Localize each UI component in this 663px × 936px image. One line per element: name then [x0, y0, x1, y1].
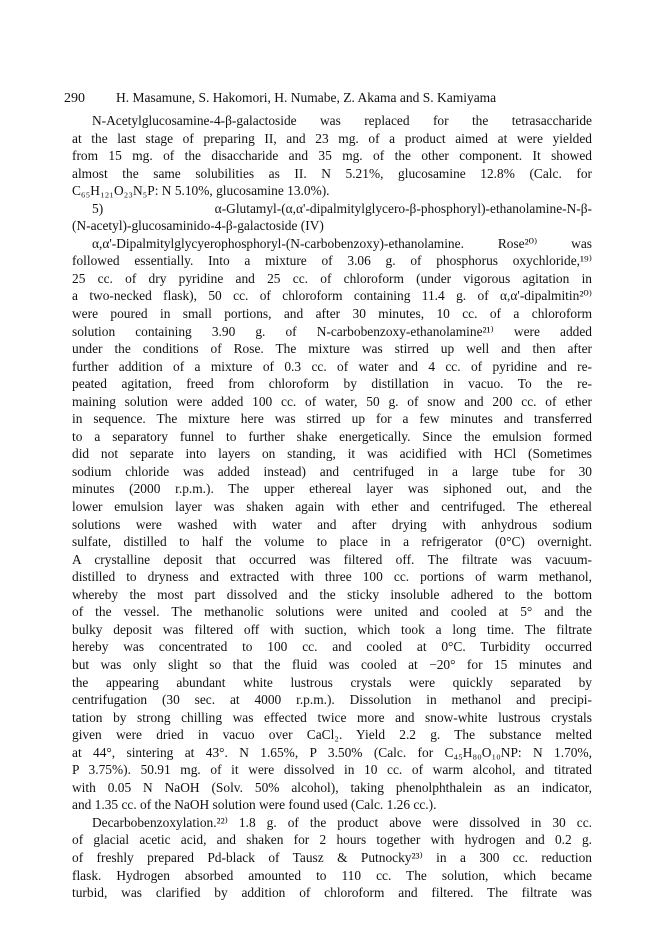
text-line: solution containing 3.90 g. of N-carbobenzoxy-ethanolamine²¹⁾ were added: [72, 323, 592, 339]
header-authors: H. Masamune, S. Hakomori, H. Numabe, Z. Akama and S. Kamiyama: [116, 90, 497, 105]
text-line: the appearing abundant white lustrous crystals were quickly separated by: [72, 674, 592, 690]
text-line: Decarbobenzoxylation.²²⁾ 1.8 g. of the product above were dissolved in 30 cc.: [92, 814, 592, 830]
text-line: solutions were washed with water and after drying with anhydrous sodium: [72, 516, 592, 532]
text-line: to a separatory funnel to further shake energetically. Since the emulsion formed: [72, 428, 592, 444]
text-line: distilled to dryness and extracted with three 100 cc. portions of warm methanol,: [72, 569, 592, 585]
text-line: maining solution were added 100 cc. of water, 50 g. of snow and 200 cc. of ether: [72, 393, 592, 409]
text-line: C₆₅H₁₂₁O₂₃N₅P: N 5.10%, glucosamine 13.0%).: [72, 183, 330, 199]
text-line: and 1.35 cc. of the NaOH solution were found used (Calc. 1.26 cc.).: [72, 797, 437, 813]
text-line: sulfate, distilled to half the volume to place in a refrigerator (0°C) overnight.: [72, 534, 592, 550]
text-line: sodium chloride was added instead) and centrifuged in a large tube for 30: [72, 463, 592, 479]
text-line: at the last stage of preparing II, and 23 mg. of a product aimed at were yielded: [72, 130, 592, 146]
text-line: bulky deposit was filtered off with suction, which took a long time. The filtrate: [72, 621, 592, 637]
text-line: almost the same solubilities as II. N 5.21%, glucosamine 12.8% (Calc. for: [72, 165, 592, 181]
text-line: of freshly prepared Pd-black of Tausz & Putnocky²³⁾ in a 300 cc. reduction: [72, 849, 592, 865]
text-line: of glacial acetic acid, and shaken for 2 hours together with hydrogen and 0.2 g.: [72, 832, 592, 848]
text-line: but was only slight so that the fluid was cooled at −20° for 15 minutes and: [72, 656, 592, 672]
text-line: α,α'-Dipalmitylglycyerophosphoryl-(N-carbobenzoxy)-ethanolamine. Rose²⁰⁾ was: [92, 235, 592, 251]
text-line: minutes (2000 r.p.m.). The upper ethereal layer was siphoned out, and the: [72, 481, 592, 497]
text-line: of the vessel. The methanolic solutions were united and cooled at 5° and the: [72, 604, 592, 620]
text-line: flask. Hydrogen absorbed amounted to 110 cc. The solution, which became: [72, 867, 592, 883]
body-text: [72, 112, 592, 902]
text-line: did not separate into layers on standing, it was acidified with HCl (Sometimes: [72, 446, 592, 462]
text-line: under the conditions of Rose. The mixture was stirred up well and then after: [72, 341, 592, 357]
text-line: followed essentially. Into a mixture of 3.06 g. of phosphorus oxychloride,¹⁹⁾: [72, 253, 592, 269]
text-line: further addition of a mixture of 0.3 cc. of water and 4 cc. of pyridine and re-: [72, 358, 592, 374]
text-line: were poured in small portions, and after 30 minutes, 10 cc. of a chloroform: [72, 306, 592, 322]
text-line: in sequence. The mixture here was stirred up for a few minutes and transferred: [72, 411, 592, 427]
text-line: turbid, was clarified by addition of chloroform and filtered. The filtrate was: [72, 885, 592, 901]
text-line: peated agitation, freed from chloroform by distillation in vacuo. To the re-: [72, 376, 592, 392]
text-line: from 15 mg. of the disaccharide and 35 mg. of the other component. It showed: [72, 148, 592, 164]
text-line: N-Acetylglucosamine-4-β-galactoside was replaced for the tetrasaccharide: [92, 113, 592, 128]
text-line: lower emulsion layer was shaken again with ether and centrifuged. The ethereal: [72, 499, 592, 515]
text-line: hereby was concentrated to 100 cc. and cooled at 0°C. Turbidity occurred: [72, 639, 592, 655]
text-line: with 0.05 N NaOH (Solv. 50% alcohol), taking phenolphthalein as an indicator,: [72, 779, 592, 795]
text-line: 5) α-Glutamyl-(α,α'-dipalmitylglycero-β-phosphoryl)-ethanolamine-N-β-: [92, 200, 592, 216]
text-line: P 3.75%). 50.91 mg. of it were dissolved in 10 cc. of warm alcohol, and titrated: [72, 762, 592, 778]
text-line: tation by strong chilling was effected twice more and snow-white lustrous crystals: [72, 709, 592, 725]
text-line: a two-necked flask), 50 cc. of chloroform containing 11.4 g. of α,α'-dipalmitin²⁰⁾: [72, 288, 592, 304]
text-line: (N-acetyl)-glucosaminido-4-β-galactoside (IV): [72, 218, 324, 234]
text-line: A crystalline deposit that occurred was filtered off. The filtrate was vacuum-: [72, 551, 592, 567]
text-line: at 44°, sintering at 43°. N 1.65%, P 3.50% (Calc. for C₄₅H₈₀O₁₀NP: N 1.70%,: [72, 744, 592, 760]
text-line: given were dried in vacuo over CaCl₂. Yield 2.2 g. The substance melted: [72, 727, 592, 743]
running-header: [64, 90, 496, 107]
page-number: 290: [64, 91, 85, 106]
text-line: whereby the most part dissolved and the sticky insoluble adhered to the bottom: [72, 586, 592, 602]
text-line: centrifugation (30 sec. at 4000 r.p.m.). Dissolution in methanol and precipi-: [72, 692, 592, 708]
text-line: 25 cc. of dry pyridine and 25 cc. of chloroform (under vigorous agitation in: [72, 270, 592, 286]
